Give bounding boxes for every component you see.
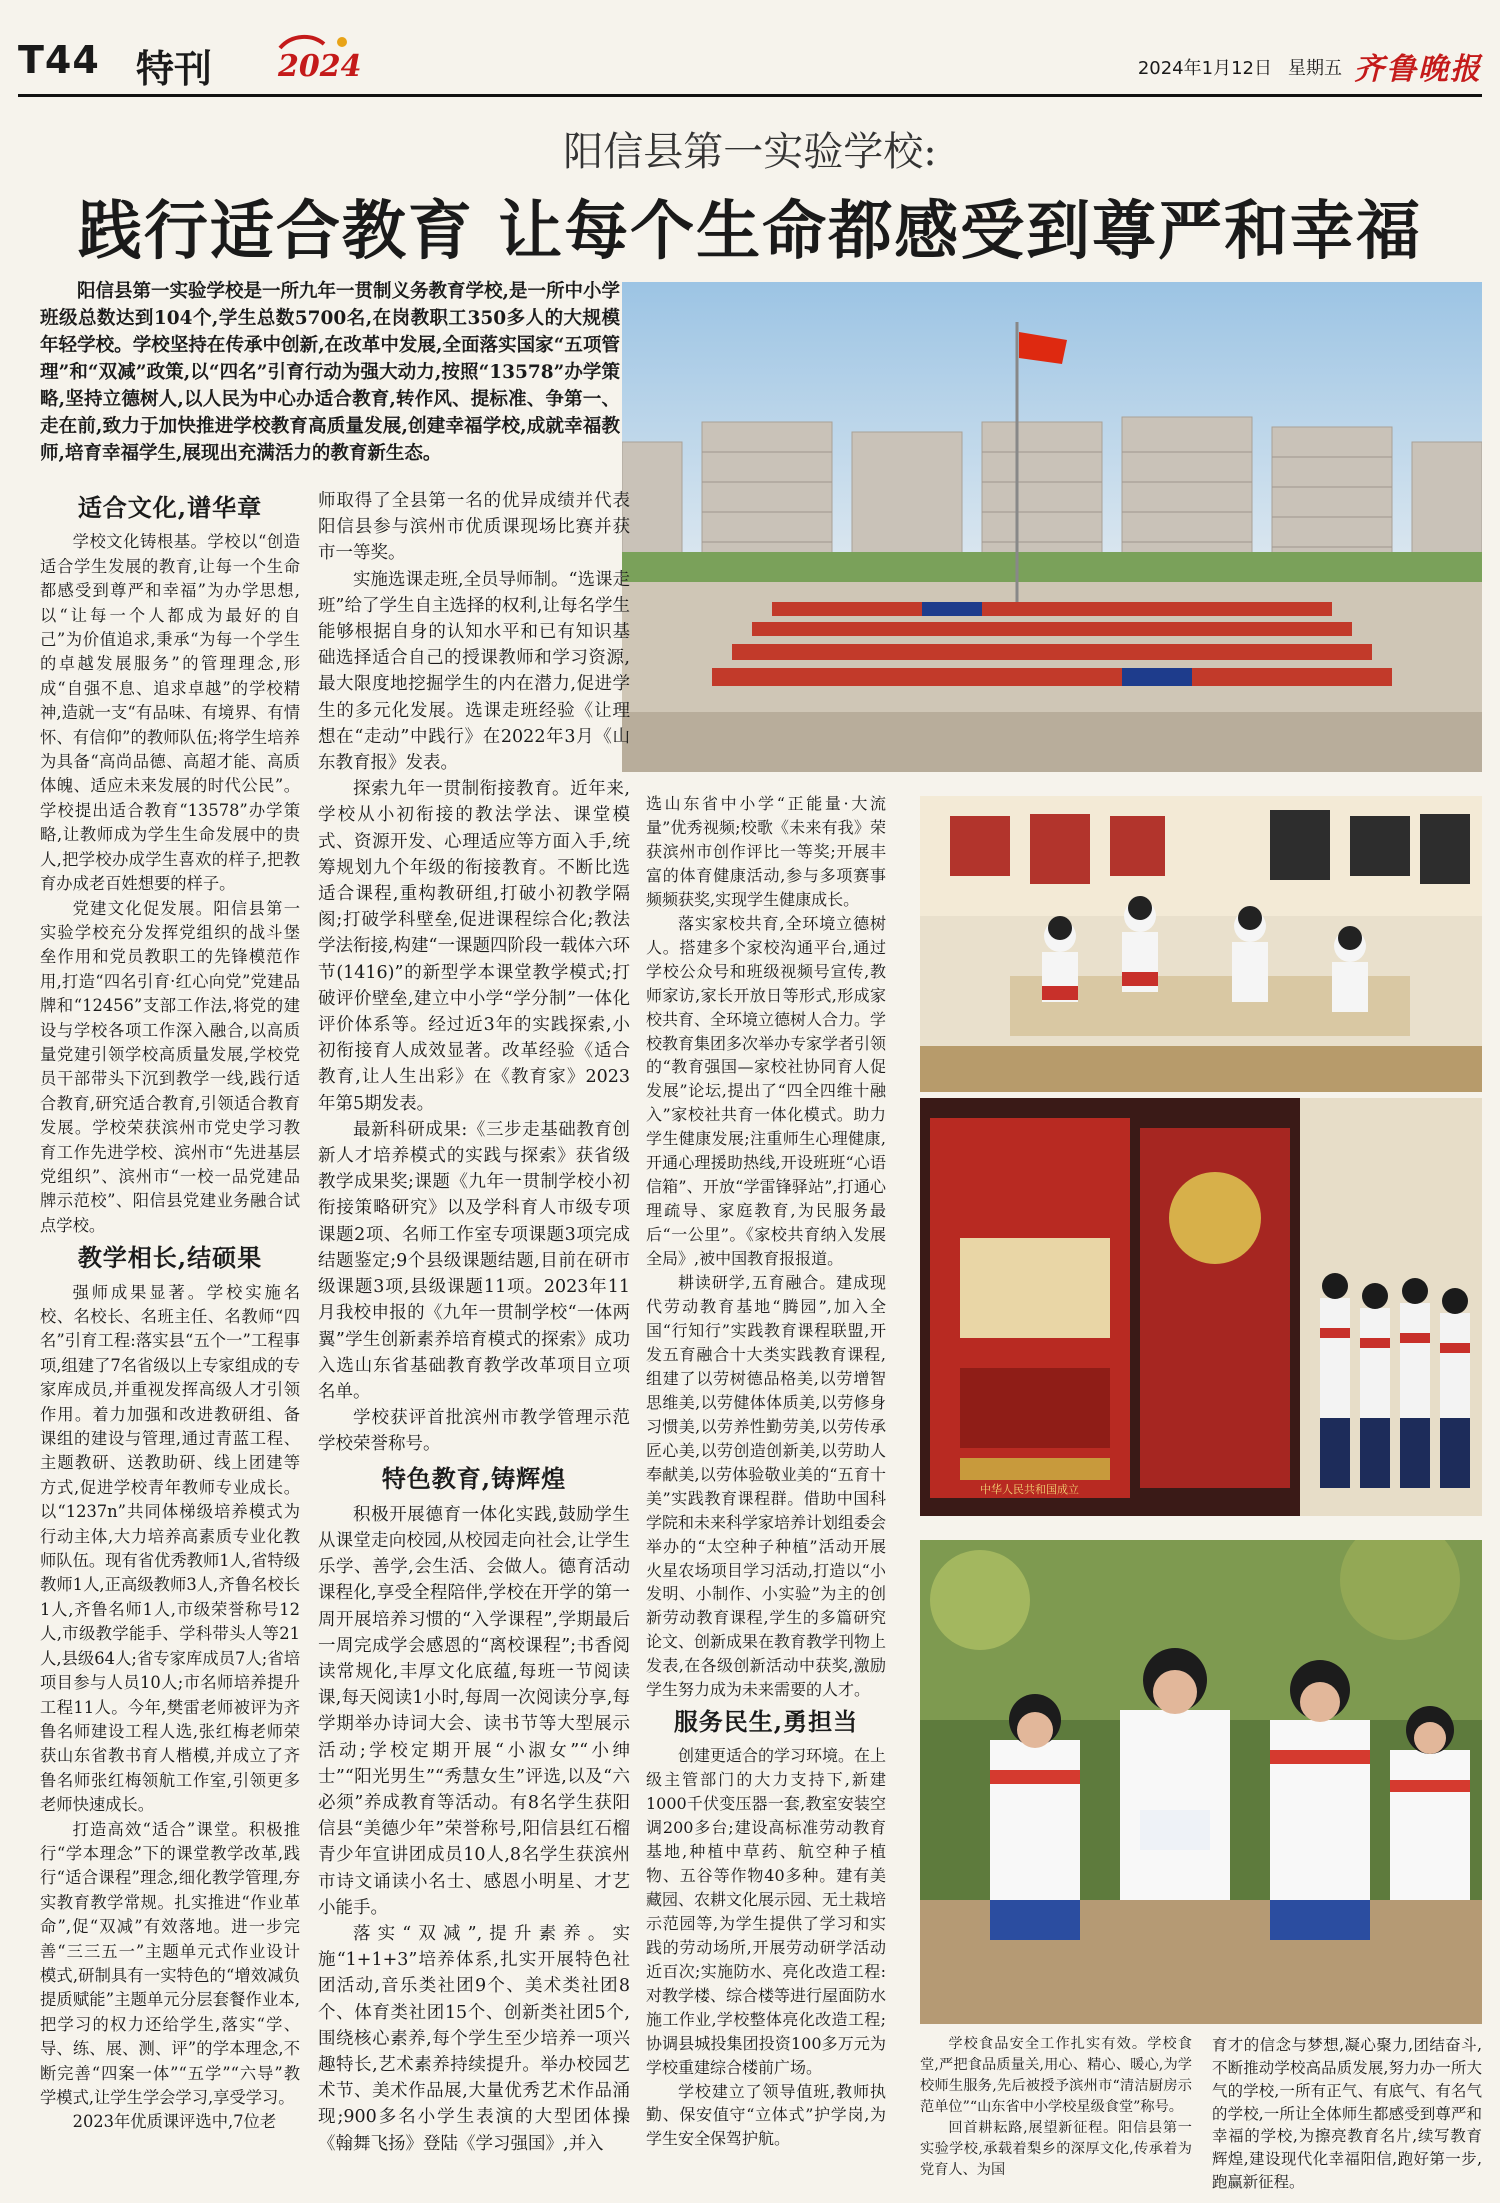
exhibit-banner-text: 中华人民共和国成立 <box>980 1483 1079 1496</box>
page-number: T44 <box>18 38 100 82</box>
photo-schoolyard-assembly <box>622 282 1482 772</box>
section-name: 特刊 <box>136 46 213 91</box>
article-column-4 <box>920 2034 1192 2181</box>
article-column-2 <box>318 488 630 2157</box>
paragraph: 学校建立了领导值班,教师执勤、保安值守“立体式”护学岗,为学生安全保驾护航。 <box>646 2081 886 2149</box>
section-heading-service: 服务民生,勇担当 <box>673 1707 859 1737</box>
paragraph: 学校获评首批滨州市教学管理示范学校荣誉称号。 <box>318 1408 630 1455</box>
paragraph: 强师成果显著。学校实施名校、名校长、名班主任、名教师“四名”引育工程:落实县“五个一”工程事项,组建了7名省级以上专家组成的专家库成员,并重视发挥高级人才引领作用。着力加强和改进教研组、备课组的建设与管理,通过青蓝工程、主题教研、送教助研、线上团建等方式,促进学校青年教师专业成长。以“1237n”共同体梯级培养模式为行动主体,大力培养高素质专业化教师队伍。现有省优秀教师1人,省特级教师1人,正高级教师3人,齐鲁名校长1人,齐鲁名师1人,市级荣誉称号12人,市级教学能手、学科带头人等21人,县级64人;省专家库成员7人;省培项目参与人员10人;市名师培养提升工程11人。今年,樊雷老师被评为齐鲁名师建设工程人选,张红梅老师荣获山东省教书育人楷模,并成立了齐鲁名师张红梅领航工作室,引领更多老师快速成长。 <box>40 1282 300 1815</box>
article-column-3 <box>646 792 886 2151</box>
paragraph: 育才的信念与梦想,凝心聚力,团结奋斗,不断推动学校高品质发展,努力办一所大气的学校,一所有正气、有底气、有名气的学校,一所让全体师生都感受到尊严和幸福的学校,为擦亮教育名片,续写教育辉煌,建设现代化幸福阳信,跑好第一步,跑赢新征程。 <box>1212 2036 1482 2192</box>
paragraph: 学校文化铸根基。学校以“创造适合学生发展的教育,让每一个生命都感受到尊严和幸福”为办学思想,以“让每一个人都成为最好的自己”为价值追求,秉承“为每一个学生的卓越发展服务”的管理理念,形成“自强不息、追求卓越”的学校精神,造就一支“有品味、有境界、有情怀、有信仰”的教师队伍;将学生培养为具备“高尚品德、高超才能、高质体魄、适应未来发展的时代公民”。学校提出适合教育“13578”办学策略,让教师成为学生生命发展中的贵人,把学校办成学生喜欢的样子,把教育办成老百姓想要的样子。 <box>40 532 300 894</box>
issue-date: 2024年1月12日 <box>1137 58 1272 79</box>
section-heading-teaching: 教学相长,结硕果 <box>77 1243 263 1273</box>
section-heading-culture: 适合文化,谱华章 <box>77 493 263 522</box>
2024-logo-icon <box>272 30 362 88</box>
paragraph: 落实“双减”,提升素养。实施“1+1+3”培养体系,扎实开展特色社团活动,音乐类社团9个、美术类社团8个、体育类社团15个、创新类社团5个,围绕核心素养,每个学生至少培养一项兴趣特长,艺术素养持续提升。举办校园艺术节、美术作品展,大量优秀艺术作品涌现;900多名小学生表演的大型团体操《翰舞飞扬》登陆《学习强国》,并入 <box>318 1923 630 2154</box>
photo-students-reading <box>920 1540 1482 2024</box>
article-column-1 <box>40 488 300 2135</box>
newspaper-name: 齐鲁晚报 <box>1354 52 1482 87</box>
svg-text:2024: 2024 <box>278 49 362 84</box>
paragraph: 学校食品安全工作扎实有效。学校食堂,严把食品质量关,用心、精心、暖心,为学校师生服务,先后被授予滨州市“清洁厨房示范单位”“山东省中小学校星级食堂”称号。 <box>920 2036 1192 2116</box>
masthead-rule <box>18 94 1482 97</box>
issue-weekday: 星期五 <box>1288 58 1342 79</box>
paragraph: 积极开展德育一体化实践,鼓励学生从课堂走向校园,从校园走向社会,让学生乐学、善学,会生活、会做人。德育活动课程化,享受全程陪伴,学校在开学的第一周开展培养习惯的“入学课程”,学期最后一周完成学会感恩的“离校课程”;书香阅读常规化,丰厚文化底蕴,每班一节阅读课,每天阅读1小时,每周一次阅读分享,每学期举办诗词大会、读书节等大型展示活动;学校定期开展“小淑女”“小绅士”“阳光男生”“秀慧女生”评选,以及“六必须”养成教育等活动。有8名学生获阳信县“美德少年”荣誉称号,阳信县红石榴青少年宣讲团成员10人,8名学生获滨州市诗文诵读小名士、感恩小明星、才艺小能手。 <box>318 1504 630 1918</box>
paragraph: 探索九年一贯制衔接教育。近年来,学校从小初衔接的教法学法、课堂模式、资源开发、心理适应等方面入手,统筹规划九个年级的衔接教育。不断比选适合课程,重构教研组,打破小初教学隔阂;打破学科壁垒,促进课程综合化;教法学法衔接,构建“一课题四阶段一载体六环节(1416)”的新型学本课堂教学模式;打破评价壁垒,建立中小学“学分制”一体化评价体系等。经过近3年的实践探索,小初衔接育人成效显著。改革经验《适合教育,让人生出彩》在《教育家》2023年第5期发表。 <box>318 779 631 1114</box>
paragraph: 最新科研成果:《三步走基础教育创新人才培养模式的实践与探索》获省级教学成果奖;课题《九年一贯制学校小初衔接策略研究》以及学科育人市级专项课题2项、名师工作室专项课题3项完成结题鉴定;9个县级课题结题,目前在研市级课题3项,县级课题11项。2023年11月我校申报的《九年一贯制学校“一体两翼”学生创新素养培育模式的探索》成功入选山东省基础教育教学改革项目立项名单。 <box>318 1119 630 1402</box>
paragraph: 落实家校共育,全环境立德树人。搭建多个家校沟通平台,通过学校公众号和班级视频号宣传,教师家访,家长开放日等形式,形成家校共育、全环境立德树人合力。学校教育集团多次举办专家学者引领的“教育强国—家校社协同育人促发展”论坛,提出了“四全四维十融入”家校社共育一体化模式。助力学生健康发展;注重师生心理健康,开通心理援助热线,开设班班“心语信箱”、开放“学雷锋驿站”,打通心理疏导、家庭教育,为民服务最后“一公里”。《家校共育纳入发展全局》,被中国教育报报道。 <box>646 913 887 1269</box>
paragraph: 回首耕耘路,展望新征程。阳信县第一实验学校,承载着梨乡的深厚文化,传承着为党育人、为国 <box>920 2120 1192 2179</box>
paragraph: 创建更适合的学习环境。在上级主管部门的大力支持下,新建1000千伏变压器一套,教室安装空调200多台;建设高标准劳动教育基地,种植中草药、航空种子植物、五谷等作物40多种。建有美藏园、农耕文化展示园、无土栽培示范园等,为学生提供了学习和实践的劳动场所,开展劳动研学活动近百次;实施防水、亮化改造工程:对教学楼、综合楼等进行屋面防水施工作业,学校整体亮化改造工程;协调县城投集团投资100多万元为学校重建综合楼前广场。 <box>646 1746 887 2077</box>
paragraph: 师取得了全县第一名的优异成绩并代表阳信县参与滨州市优质课现场比赛并获市一等奖。 <box>318 491 630 564</box>
paragraph: 2023年优质课评选中,7位老 <box>72 2112 277 2132</box>
article-column-5 <box>1212 2034 1482 2194</box>
article-lede: 阳信县第一实验学校是一所九年一贯制义务教育学校,是一所中小学班级总数达到104个,学生总数5700名,在岗教职工350多人的大规模年轻学校。学校坚持在传承中创新,在改革中发展,全面落实国家“五项管理”和“双减”政策,以“四名”引育行动为强大动力,按照“13578”办学策略,坚持立德树人,以人民为中心办适合教育,转作风、提标准、争第一、走在前,致力于加快推进学校教育高质量发展,创建幸福学校,成就幸福教师,培育幸福学生,展现出充满活力的教育新生态。 <box>40 281 620 464</box>
masthead <box>18 30 1482 92</box>
article-headline: 践行适合教育 让每个生命都感受到尊严和幸福 <box>77 194 1423 269</box>
paragraph: 实施选课走班,全员导师制。“选课走班”给了学生自主选择的权利,让每名学生能够根据自身的认知水平和已有知识基础选择适合自己的授课教师和学习资源,最大限度地挖掘学生的内在潜力,促进学生的多元化发展。选课走班经验《让理想在“走动”中践行》在2022年3月《山东教育报》发表。 <box>318 569 631 774</box>
paragraph: 耕读研学,五育融合。建成现代劳动教育基地“腾园”,加入全国“行知行”实践教育课程联盟,开发五育融合十大类实践教育课程,组建了以劳树德品格美,以劳增智思维美,以劳健体体质美,以劳修身习惯美,以劳养性勤劳美,以劳传承匠心美,以劳创造创新美,以劳助人奉献美,以劳体验敬业美的“五育十美”实践教育课程群。借助中国科学院和未来科学家培养计划组委会举办的“太空种子种植”活动开展火星农场项目学习活动,打造以“小发明、小制作、小实验”为主的创新劳动教育课程,学生的多篇研究论文、创新成果在教育教学刊物上发表,在各级创新活动中获奖,激励学生努力成为未来需要的人才。 <box>646 1273 887 1700</box>
paragraph: 党建文化促发展。阳信县第一实验学校充分发挥党组织的战斗堡垒作用和党员教职工的先锋模范作用,打造“四名引育·红心向党”党建品牌和“12456”支部工作法,将党的建设与学校各项工作深入融合,以高质量党建引领学校高质量发展,学校党员干部带头下沉到教学一线,践行适合教育,研究适合教育,引领适合教育发展。学校荣获滨州市党史学习教育工作先进学校、滨州市“先进基层党组织”、滨州市“一校一品党建品牌示范校”、阳信县党建业务融合试点学校。 <box>40 898 300 1235</box>
paragraph: 打造高效“适合”课堂。积极推行“学本理念”下的课堂教学改革,践行“适合课程”理念,细化教学管理,夯实教育教学常规。扎实推进“作业革命”,促“双减”有效落地。进一步完善“三三五一”主题单元式作业设计模式,研制具有一实特色的“增效减负提质赋能”主题单元分层套餐作业本,把学习的权力还给学生,落实“学、导、练、展、测、评”的学本理念,不断完善“四案一体”“五学”“六导”教学模式,让学生学会学习,享受学习。 <box>40 1819 300 2107</box>
article-kicker: 阳信县第一实验学校: <box>563 129 937 175</box>
photo-history-exhibit <box>920 1098 1482 1516</box>
photo-art-classroom <box>920 796 1482 1092</box>
paragraph: 选山东省中小学“正能量·大流量”优秀视频;校歌《未来有我》荣获滨州市创作评比一等奖;开展丰富的体育健康活动,参与多项赛事频频获奖,实现学生健康成长。 <box>646 794 886 909</box>
section-heading-features: 特色教育,铸辉煌 <box>381 1463 567 1493</box>
